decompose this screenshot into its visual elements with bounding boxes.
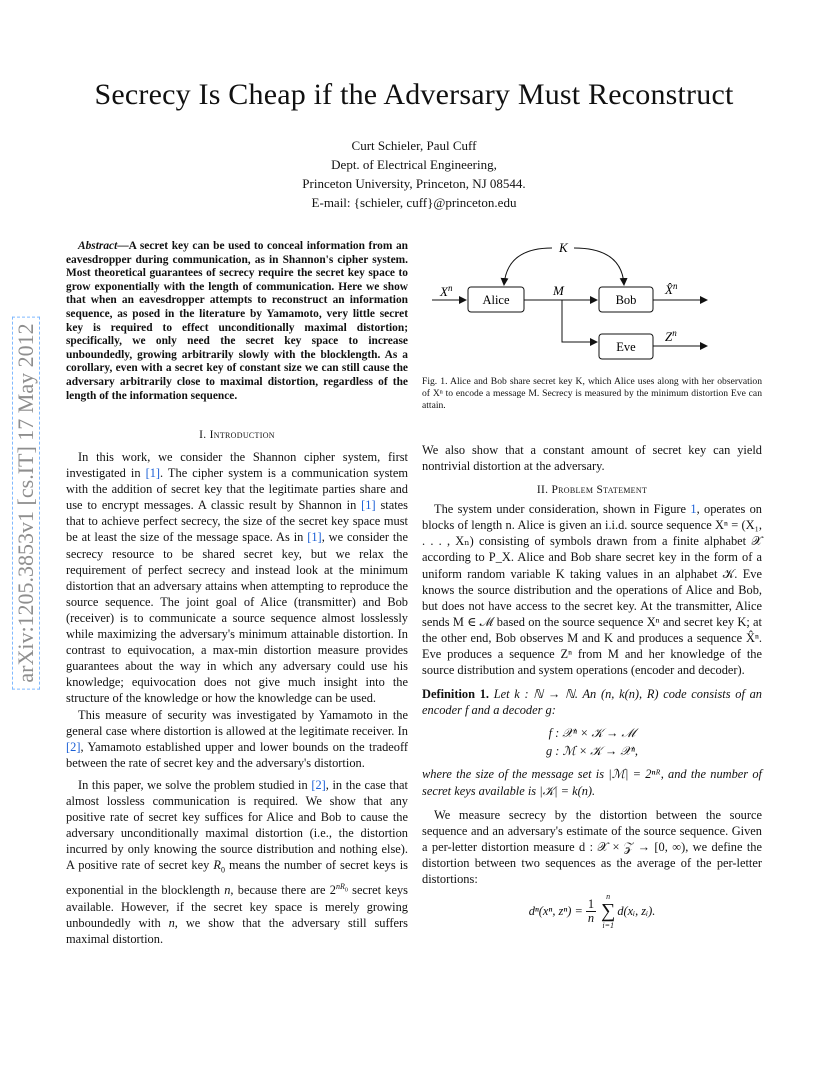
citation-link[interactable]: [1] xyxy=(361,498,376,513)
message-arrow-eve xyxy=(562,300,597,342)
figure-link[interactable]: 1 xyxy=(690,502,697,517)
label-M: M xyxy=(553,283,564,298)
paragraph: The system under consideration, shown in Figure 1, operates on blocks of length n. Alice is given an i.i.d. source sequence Xⁿ = (X₁, . . . , Xₙ) consisting of symbols drawn from a finite alphabet 𝒳 according to P_X. Alice and Bob share secret key in the form of a uniform random variable K taking values in an alphabet 𝒦. Eve knows the source distribution and the operations of Alice and Bob, but does not have access to the secret key. At the transmitter, Alice sends M ∈ ℳ based on the source sequence Xⁿ and secret key K; at the other end, Bob observes M and K and produces a sequence X̂ⁿ. Eve produces a sequence Zⁿ from M and her knowledge of the source distribution and system operations (encoder and decoder). xyxy=(422,502,762,678)
citation-link[interactable]: [1] xyxy=(307,530,322,545)
paper-title: Secrecy Is Cheap if the Adversary Must Reconstruct xyxy=(94,78,734,111)
alice-label: Alice xyxy=(482,293,510,307)
section-heading-introduction xyxy=(66,429,408,441)
label-K: K xyxy=(559,240,568,255)
author-email: E-mail: {schieler, cuff}@princeton.edu xyxy=(311,195,517,210)
author-names: Curt Schieler, Paul Cuff xyxy=(351,138,477,153)
key-arrow-alice xyxy=(504,248,552,285)
abstract-text: —A secret key can be used to conceal information from an eavesdropper during communication, as in Shannon's cipher system. Most theoretical guarantees of secrecy require the secret key space to grow exponentially with the length of communication. Here we show that when an eavesdropper attempts to reconstruct an information sequence, as posed in the literature by Yamamoto, very little secret key is required to effect unconditionally maximal distortion; specifically, we only need the secret key space to increase unboundedly, growing arbitrarily slowly with the blocklength. As a corollary, even with a secret key of constant size we can still cause the adversary arbitrarily close to maximal distortion, regardless of the length of the information sequence. xyxy=(66,240,408,402)
bob-label: Bob xyxy=(615,293,637,307)
definition-tail: where the size of the message set is |ℳ| = 2ⁿᴿ, and the number of secret keys available is |𝒦| = k(n). xyxy=(422,767,762,798)
right-column-body xyxy=(422,442,762,930)
definition-label: Definition 1. xyxy=(422,687,489,702)
label-Zn: $Z^n$ xyxy=(665,328,677,344)
arxiv-stamp[interactable] xyxy=(6,268,46,738)
eve-label: Eve xyxy=(616,340,636,354)
abstract xyxy=(66,240,408,403)
equation-decoder: g : ℳ × 𝒦 → 𝒳ⁿ, xyxy=(545,744,639,759)
author-block xyxy=(0,136,828,212)
equation-encoder: f : 𝒳ⁿ × 𝒦 → ℳ xyxy=(548,726,636,741)
author-dept: Dept. of Electrical Engineering, xyxy=(331,157,497,172)
system-diagram xyxy=(422,238,767,368)
section-name: Introduction xyxy=(209,429,275,441)
label-Xn: $X^n$ xyxy=(440,283,453,299)
paragraph: We also show that a constant amount of secret key can yield nontrivial distortion at the adversary. xyxy=(422,443,762,474)
section-number: II. xyxy=(536,484,552,497)
citation-link[interactable]: [1] xyxy=(145,466,161,481)
equation-distortion: dⁿ(xⁿ, zⁿ) = $\frac{1}{n}$ n ∑ i=1 d(xᵢ, zᵢ). xyxy=(528,892,656,931)
definition: Definition 1. Let k : ℕ → ℕ. An (n, k(n), R) code consists of an encoder f and a decoder g: xyxy=(422,687,762,718)
section-number: I. xyxy=(199,429,210,441)
citation-link[interactable]: [2] xyxy=(66,739,81,754)
arxiv-stamp-text[interactable]: arXiv:1205.3853v1 [cs.IT] 17 May 2012 xyxy=(12,316,40,689)
paragraph: In this work, we consider the Shannon cipher system, first investigated in [1]. The cipher system is a communication system with the addition of secret key that the legitimate parties share and use to encrypt messages. A classic result by Shannon in [1] states that to achieve perfect secrecy, the size of the secret key space must be at least the size of the message space. As in [1], we consider the secrecy resource to be shared secret key, but we relax the requirement of perfect secrecy and instead look at the minimum distortion that an adversary attains when attempting to reproduce the source sequence. The joint goal of Alice (transmitter) and Bob (receiver) is to communicate a source sequence almost losslessly while maximizing the adversary's minimum attainable distortion. In contrast to equivocation, a max-min distortion measure provides guarantees about the way in which any adversary could use his knowledge; equivocation does not give much insight into the structure of the knowledge or how the knowledge can be used. xyxy=(66,450,408,706)
author-university: Princeton University, Princeton, NJ 08544. xyxy=(302,176,526,191)
paragraph: In this paper, we solve the problem studied in [2], in the case that almost lossless communication is required. We show that any positive rate of secret key suffices for Alice and Bob to cause the adversary unconditionally maximal distortion (i.e., the distortion incurred by only knowing the source distribution and nothing else). A positive rate of secret key $R_0$ means the number of secret keys is exponential in the blocklength n, because there are $2^{nR_0}$ secret keys available. However, if the secret key space is merely growing unboundedly with n, we show that the adversary still suffers maximal distortion. xyxy=(66,777,409,946)
abstract-label: Abstract xyxy=(78,240,118,252)
section-heading-problem-statement xyxy=(422,484,762,496)
key-arrow-bob xyxy=(574,248,624,285)
paragraph: This measure of security was investigated by Yamamoto in the general case where distortion is allowed at the legitimate receiver. In [2], Yamamoto established upper and lower bounds on the tradeoff between the rate of secret key and the adversary's distortion. xyxy=(66,707,408,770)
label-Xhat: X̂$^n$ xyxy=(665,281,678,297)
introduction-body xyxy=(66,449,408,947)
citation-link[interactable]: [2] xyxy=(311,777,326,792)
paragraph: We measure secrecy by the distortion between the source sequence and an adversary's estimate of the source sequence. Given a per-letter distortion measure d : 𝒳 × 𝒵 → [0, ∞), we define the distortion between two sequences as the average of the per-letter distortions: xyxy=(422,807,762,886)
section-name: Problem Statement xyxy=(551,484,648,497)
figure-caption: Fig. 1. Alice and Bob share secret key K, which Alice uses along with her observation of Xⁿ to encode a message M. Secrecy is measured by the minimum distortion Eve can attain. xyxy=(422,376,762,411)
